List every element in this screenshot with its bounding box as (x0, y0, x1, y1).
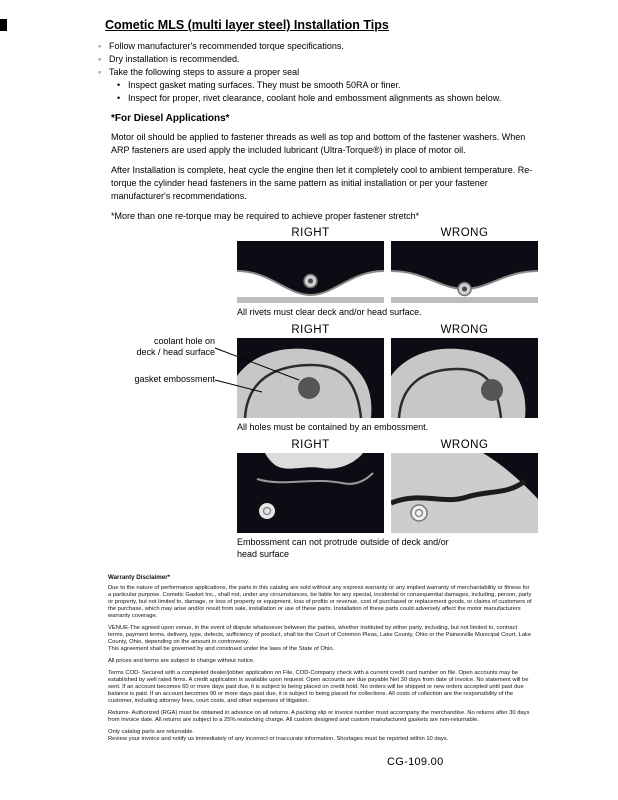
wrong-label: WRONG (440, 324, 489, 336)
disclaimer-paragraph: All prices and terms are subject to change without notice. (108, 658, 255, 664)
diagram-caption: All rivets must clear deck and/or head surface. (237, 307, 422, 317)
rivet-clearance-right-diagram (237, 241, 384, 303)
page-code: CG-109.00 (387, 756, 444, 768)
print-registration-mark (0, 19, 7, 31)
diagram-headers (237, 227, 538, 239)
list-item-text: Take the following steps to assure a proper seal (109, 67, 300, 77)
dot-bullet-icon: • (117, 80, 121, 90)
bolt-hole-icon (259, 503, 275, 519)
list-item (98, 40, 558, 53)
coolant-hole-label-line1: coolant hole on (153, 336, 215, 346)
circle-bullet-icon: ◦ (98, 67, 102, 77)
disclaimer-paragraph: Returns- Authorized (RGA) must be obtained in advance on all returns. A packing slip or invoice number must accompany the merchandise. No returns after 30 days from invoice date. All returns are subject to a 25% restocking charge. All custom designed and custom manufactured gaskets are non-returnable. (108, 710, 530, 723)
warranty-disclaimer (108, 574, 532, 743)
disclaimer-paragraph: Due to the nature of performance applications, the parts in this catalog are sold without any express warranty or any implied warranty of merchantability or fitness for a particular purpose. Cometic Gasket Inc., shall not, under any circumstances, be liable for any special, incidental or consequential damages, including, person, party or property, but not limited to, damage, or loss of property or equipment, loss of profits or revenue, cost of purchased or replacement goods, or claims of customers of the purchase, which may arise and/or result from sale, installation or use of these parts. Installation of these parts could adversely affect the motor manufacturers warranty coverage. (108, 585, 532, 619)
coolant-hole-label (103, 336, 215, 358)
wrong-label: WRONG (440, 439, 489, 451)
callout-pointer-lines (211, 334, 323, 404)
gasket-embossment-label: gasket embossment (134, 374, 215, 384)
list-item (98, 53, 558, 66)
list-item-text: Inspect for proper, rivet clearance, coolant hole and embossment alignments as shown below. (128, 93, 502, 103)
list-item-text: Dry installation is recommended. (109, 54, 240, 64)
diagram-row-protrusion (237, 439, 538, 560)
diagram-panels (237, 453, 538, 533)
dot-bullet-icon: • (117, 93, 121, 103)
disclaimer-paragraph: Review your invoice and notify us immediately of any incorrect or inaccurate information. Shortages must be reported within 10 days. (108, 736, 449, 742)
circle-bullet-icon: ◦ (98, 41, 102, 51)
wrong-label: WRONG (440, 227, 489, 239)
coolant-hole-icon (481, 379, 503, 401)
diesel-paragraph: After Installation is complete, heat cycle the engine then let it completely cool to ambient temperature. Re-torque the cylinder head fasteners in the same pattern as initial installation or per your fastener manufacturer's recommendations. (111, 165, 533, 201)
retorque-note: *More than one re-torque may be required to achieve proper fastener stretch* (111, 211, 420, 221)
disclaimer-paragraph: Terms COD- Secured with a completed dealer/jobber application on File, COD-Company check with a current credit card number on file. Open accounts may be established by well rated firms. A credit application is available upon request. Open accounts are due payable Net 30 days from date of invoice. No statement will be sent. If an account becomes 60 or more days past due, it is subject to being placed on credit hold. No orders will be shipped or new orders accepted until past due balance is paid. If an account becomes 90 or more days past due, it is subject to being placed for collections. All costs of collection are the responsibility of the customer, including attorney fees, court costs, and other expenses of litigation. (108, 670, 529, 704)
list-item-text: Follow manufacturer's recommended torque specifications. (109, 41, 344, 51)
diagram-section (98, 227, 558, 560)
disclaimer-paragraph: VENUE-The agreed upon venue, in the event of dispute whatsoever between the parties, whether instituted by either party, including, but not limited to, contract terms, payment terms, delivery, type, defects, sufficiency of product, shall be the Court of Common Pleas, Lake County, Ohio or the Painesville Municipal Court, Lake County, Ohio, depending on the amount in controversy. (108, 625, 532, 645)
diagram-row-rivets (237, 227, 538, 318)
diagram-panels (237, 241, 538, 303)
list-item (98, 66, 558, 79)
diagram-row-embossment (134, 324, 538, 433)
bolt-hole-icon (411, 505, 427, 521)
list-item-text: Inspect gasket mating surfaces. They must be smooth 50RA or finer. (128, 80, 401, 90)
diagram-caption: All holes must be contained by an embossment. (237, 422, 429, 432)
protrusion-wrong-diagram (391, 453, 538, 533)
protrusion-right-diagram (237, 453, 384, 533)
diesel-paragraph: Motor oil should be applied to fastener threads as well as top and bottom of the fastener washers. When ARP fasteners are used apply the included lubricant (Ultra-Torque®) in place of motor oil. (111, 132, 526, 155)
disclaimer-heading: Warranty Disclaimer* (108, 574, 171, 581)
right-label: RIGHT (291, 324, 330, 336)
right-label: RIGHT (291, 227, 330, 239)
installation-tips-list (98, 40, 558, 105)
page-title: Cometic MLS (multi layer steel) Installation Tips (105, 18, 389, 32)
list-sub-item (117, 79, 558, 92)
circle-bullet-icon: ◦ (98, 54, 102, 64)
list-sub-item (117, 92, 558, 105)
page-content (98, 18, 558, 566)
embossment-wrong-diagram (391, 338, 538, 418)
rivet-clearance-wrong-diagram (391, 241, 538, 303)
disclaimer-paragraph: Only catalog parts are returnable. (108, 729, 195, 735)
right-label: RIGHT (291, 439, 330, 451)
disclaimer-paragraph: This agreement shall be governed by and construed under the laws of the State of Ohio. (108, 646, 335, 652)
diagram-caption: Embossment can not protrude outside of deck and/or head surface (237, 537, 449, 559)
diesel-applications-heading: *For Diesel Applications* (111, 113, 230, 124)
diagram-headers (237, 439, 538, 451)
coolant-hole-label-line2: deck / head surface (136, 347, 215, 357)
